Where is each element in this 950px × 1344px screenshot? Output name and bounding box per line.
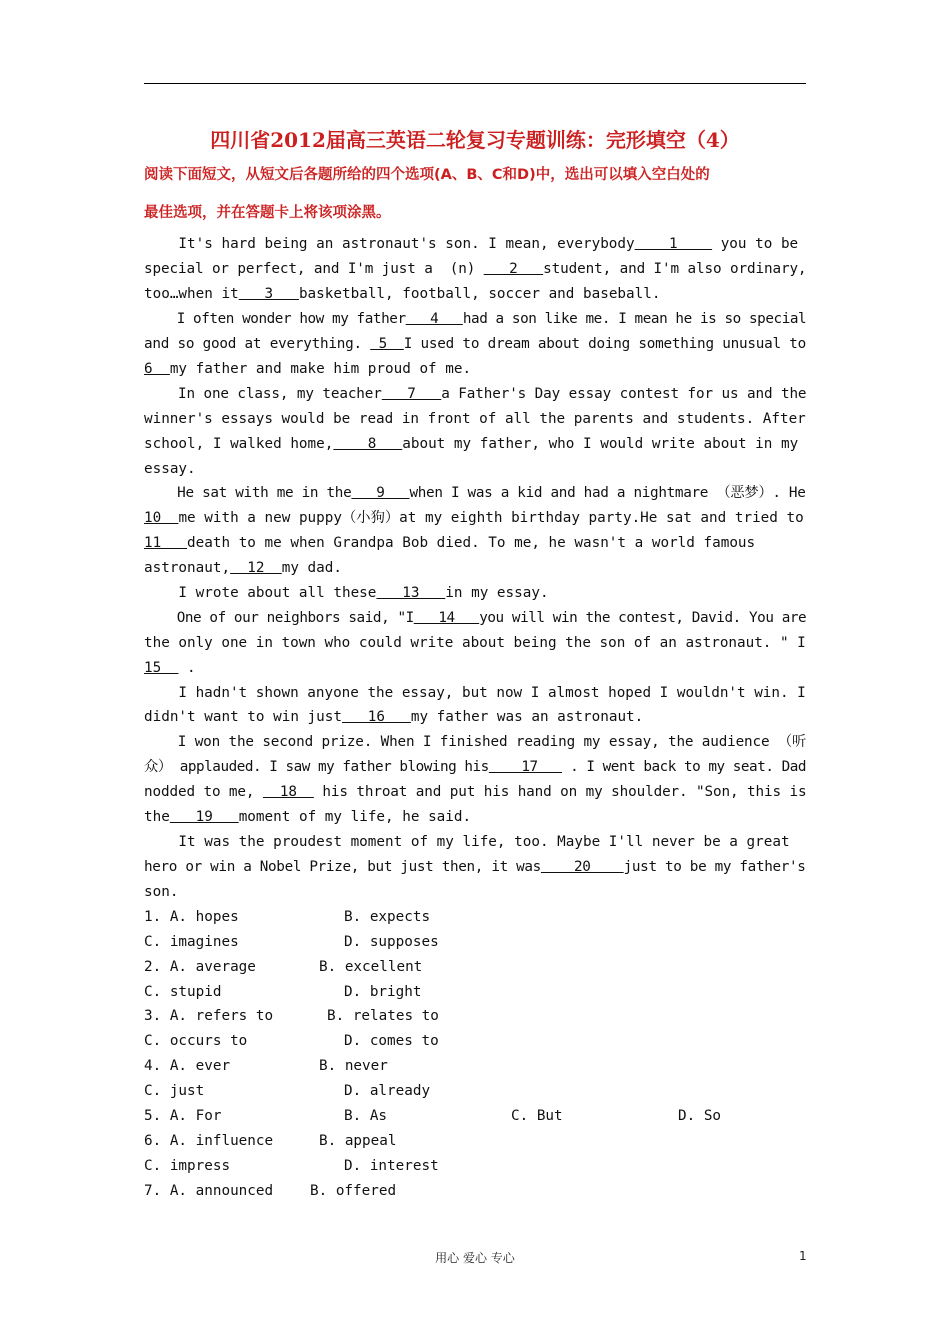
blank-18: 18	[262, 784, 314, 800]
passage-line: 众） applauded. I saw my father blowing his 17 . I went back to my seat. Dad	[144, 759, 806, 775]
footer-text: 用心 爱心 专心	[435, 1251, 515, 1265]
option-3b: B. relates to	[327, 1008, 439, 1024]
option-3a: 3. A. refers to	[144, 1008, 274, 1024]
option-7b: B. offered	[310, 1183, 397, 1199]
passage-line: school, I walked home, 8 about my father, who I would write about in my	[144, 436, 799, 452]
blank-3: 3	[238, 286, 299, 302]
passage-line: hero or win a Nobel Prize, but just then, it was 20 just to be my father's	[144, 859, 806, 875]
passage-line: It's hard being an astronaut's son. I mean, everybody 1 you to be	[144, 236, 799, 252]
blank-19: 19	[169, 809, 239, 825]
option-1b: B. expects	[344, 909, 431, 925]
option-1c: C. imagines	[144, 934, 239, 950]
option-4a: 4. A. ever	[144, 1058, 231, 1074]
blank-14: 14	[413, 610, 480, 626]
option-6d: D. interest	[344, 1158, 439, 1174]
option-7a: 7. A. announced	[144, 1183, 274, 1199]
blank-2: 2	[483, 261, 544, 277]
option-2a: 2. A. average	[144, 959, 256, 975]
blank-12: 12	[230, 560, 282, 576]
passage-line: It was the proudest moment of my life, too. Maybe I'll never be a great	[144, 834, 790, 850]
option-2c: C. stupid	[144, 984, 222, 1000]
passage-line: 15 .	[144, 660, 196, 676]
passage-line: In one class, my teacher 7 a Father's Day essay contest for us and the	[144, 386, 807, 402]
option-5b: B. As	[344, 1108, 388, 1124]
blank-6: 6	[144, 361, 170, 377]
passage-line: I often wonder how my father 4 had a son like me. I mean he is so special	[144, 311, 807, 327]
passage-line: I hadn't shown anyone the essay, but now I almost hoped I wouldn't win. I	[144, 685, 806, 701]
blank-7: 7	[381, 386, 442, 402]
passage-line: didn't want to win just 16 my father was an astronaut.	[144, 709, 644, 725]
passage-line: special or perfect, and I'm just a (n) 2 student, and I'm also ordinary,	[144, 261, 807, 277]
blank-9: 9	[351, 485, 410, 501]
instruction-line-1: 阅读下面短文，从短文后各题所给的四个选项(A、B、C和D)中，选出可以填入空白处的	[144, 167, 710, 183]
passage-line: I wrote about all these 13 in my essay.	[144, 585, 549, 601]
instruction-line-2: 最佳选项，并在答题卡上将该项涂黑。	[144, 205, 391, 221]
option-5d: D. So	[678, 1108, 722, 1124]
header-rule	[144, 83, 806, 84]
blank-1: 1	[634, 236, 713, 252]
passage-line: and so good at everything. 5 I used to dream about doing something unusual to	[144, 336, 806, 352]
option-6c: C. impress	[144, 1158, 231, 1174]
passage-line: One of our neighbors said, "I 14 you will win the contest, David. You are	[144, 610, 807, 626]
page-number: 1	[799, 1249, 807, 1263]
passage-line: the 19 moment of my life, he said.	[144, 809, 472, 825]
page-title: 四川省2012届高三英语二轮复习专题训练：完形填空（4）	[210, 128, 740, 152]
option-4c: C. just	[144, 1083, 205, 1099]
option-3c: C. occurs to	[144, 1033, 248, 1049]
passage-line: winner's essays would be read in front of all the parents and students. After	[144, 411, 806, 427]
passage-line: astronaut, 12 my dad.	[144, 560, 342, 576]
blank-16: 16	[341, 709, 411, 725]
blank-5: 5	[370, 336, 404, 352]
blank-11: 11	[144, 535, 188, 551]
blank-17: 17	[488, 759, 563, 775]
blank-20: 20	[540, 859, 624, 875]
option-6a: 6. A. influence	[144, 1133, 274, 1149]
option-5c: C. But	[511, 1108, 563, 1124]
option-1a: 1. A. hopes	[144, 909, 239, 925]
option-3d: D. comes to	[344, 1033, 439, 1049]
blank-8: 8	[333, 436, 403, 452]
blank-15: 15	[144, 660, 179, 676]
passage-line: 6 my father and make him proud of me.	[144, 361, 472, 377]
passage-line: essay.	[144, 461, 196, 477]
passage-line: He sat with me in the 9 when I was a kid and had a nightmare （恶梦）. He	[144, 485, 806, 501]
blank-13: 13	[376, 585, 446, 601]
passage-line: 11 death to me when Grandpa Bob died. To me, he wasn't a world famous	[144, 535, 756, 551]
passage-line: I won the second prize. When I finished reading my essay, the audience （听	[144, 734, 807, 750]
option-6b: B. appeal	[319, 1133, 397, 1149]
passage-line: the only one in town who could write about being the son of an astronaut. " I	[144, 635, 806, 651]
option-2d: D. bright	[344, 984, 422, 1000]
option-5a: 5. A. For	[144, 1108, 222, 1124]
option-4d: D. already	[344, 1083, 431, 1099]
passage-line: too…when it 3 basketball, football, soccer and baseball.	[144, 286, 661, 302]
blank-10: 10	[144, 510, 179, 526]
option-2b: B. excellent	[319, 959, 423, 975]
option-1d: D. supposes	[344, 934, 439, 950]
option-4b: B. never	[319, 1058, 388, 1074]
passage-line: 10 me with a new puppy（小狗）at my eighth birthday party.He sat and tried to	[144, 510, 804, 526]
blank-4: 4	[405, 311, 463, 327]
passage-line: nodded to me, 18 his throat and put his hand on my shoulder. "Son, this is	[144, 784, 807, 800]
passage-line: son.	[144, 884, 179, 900]
